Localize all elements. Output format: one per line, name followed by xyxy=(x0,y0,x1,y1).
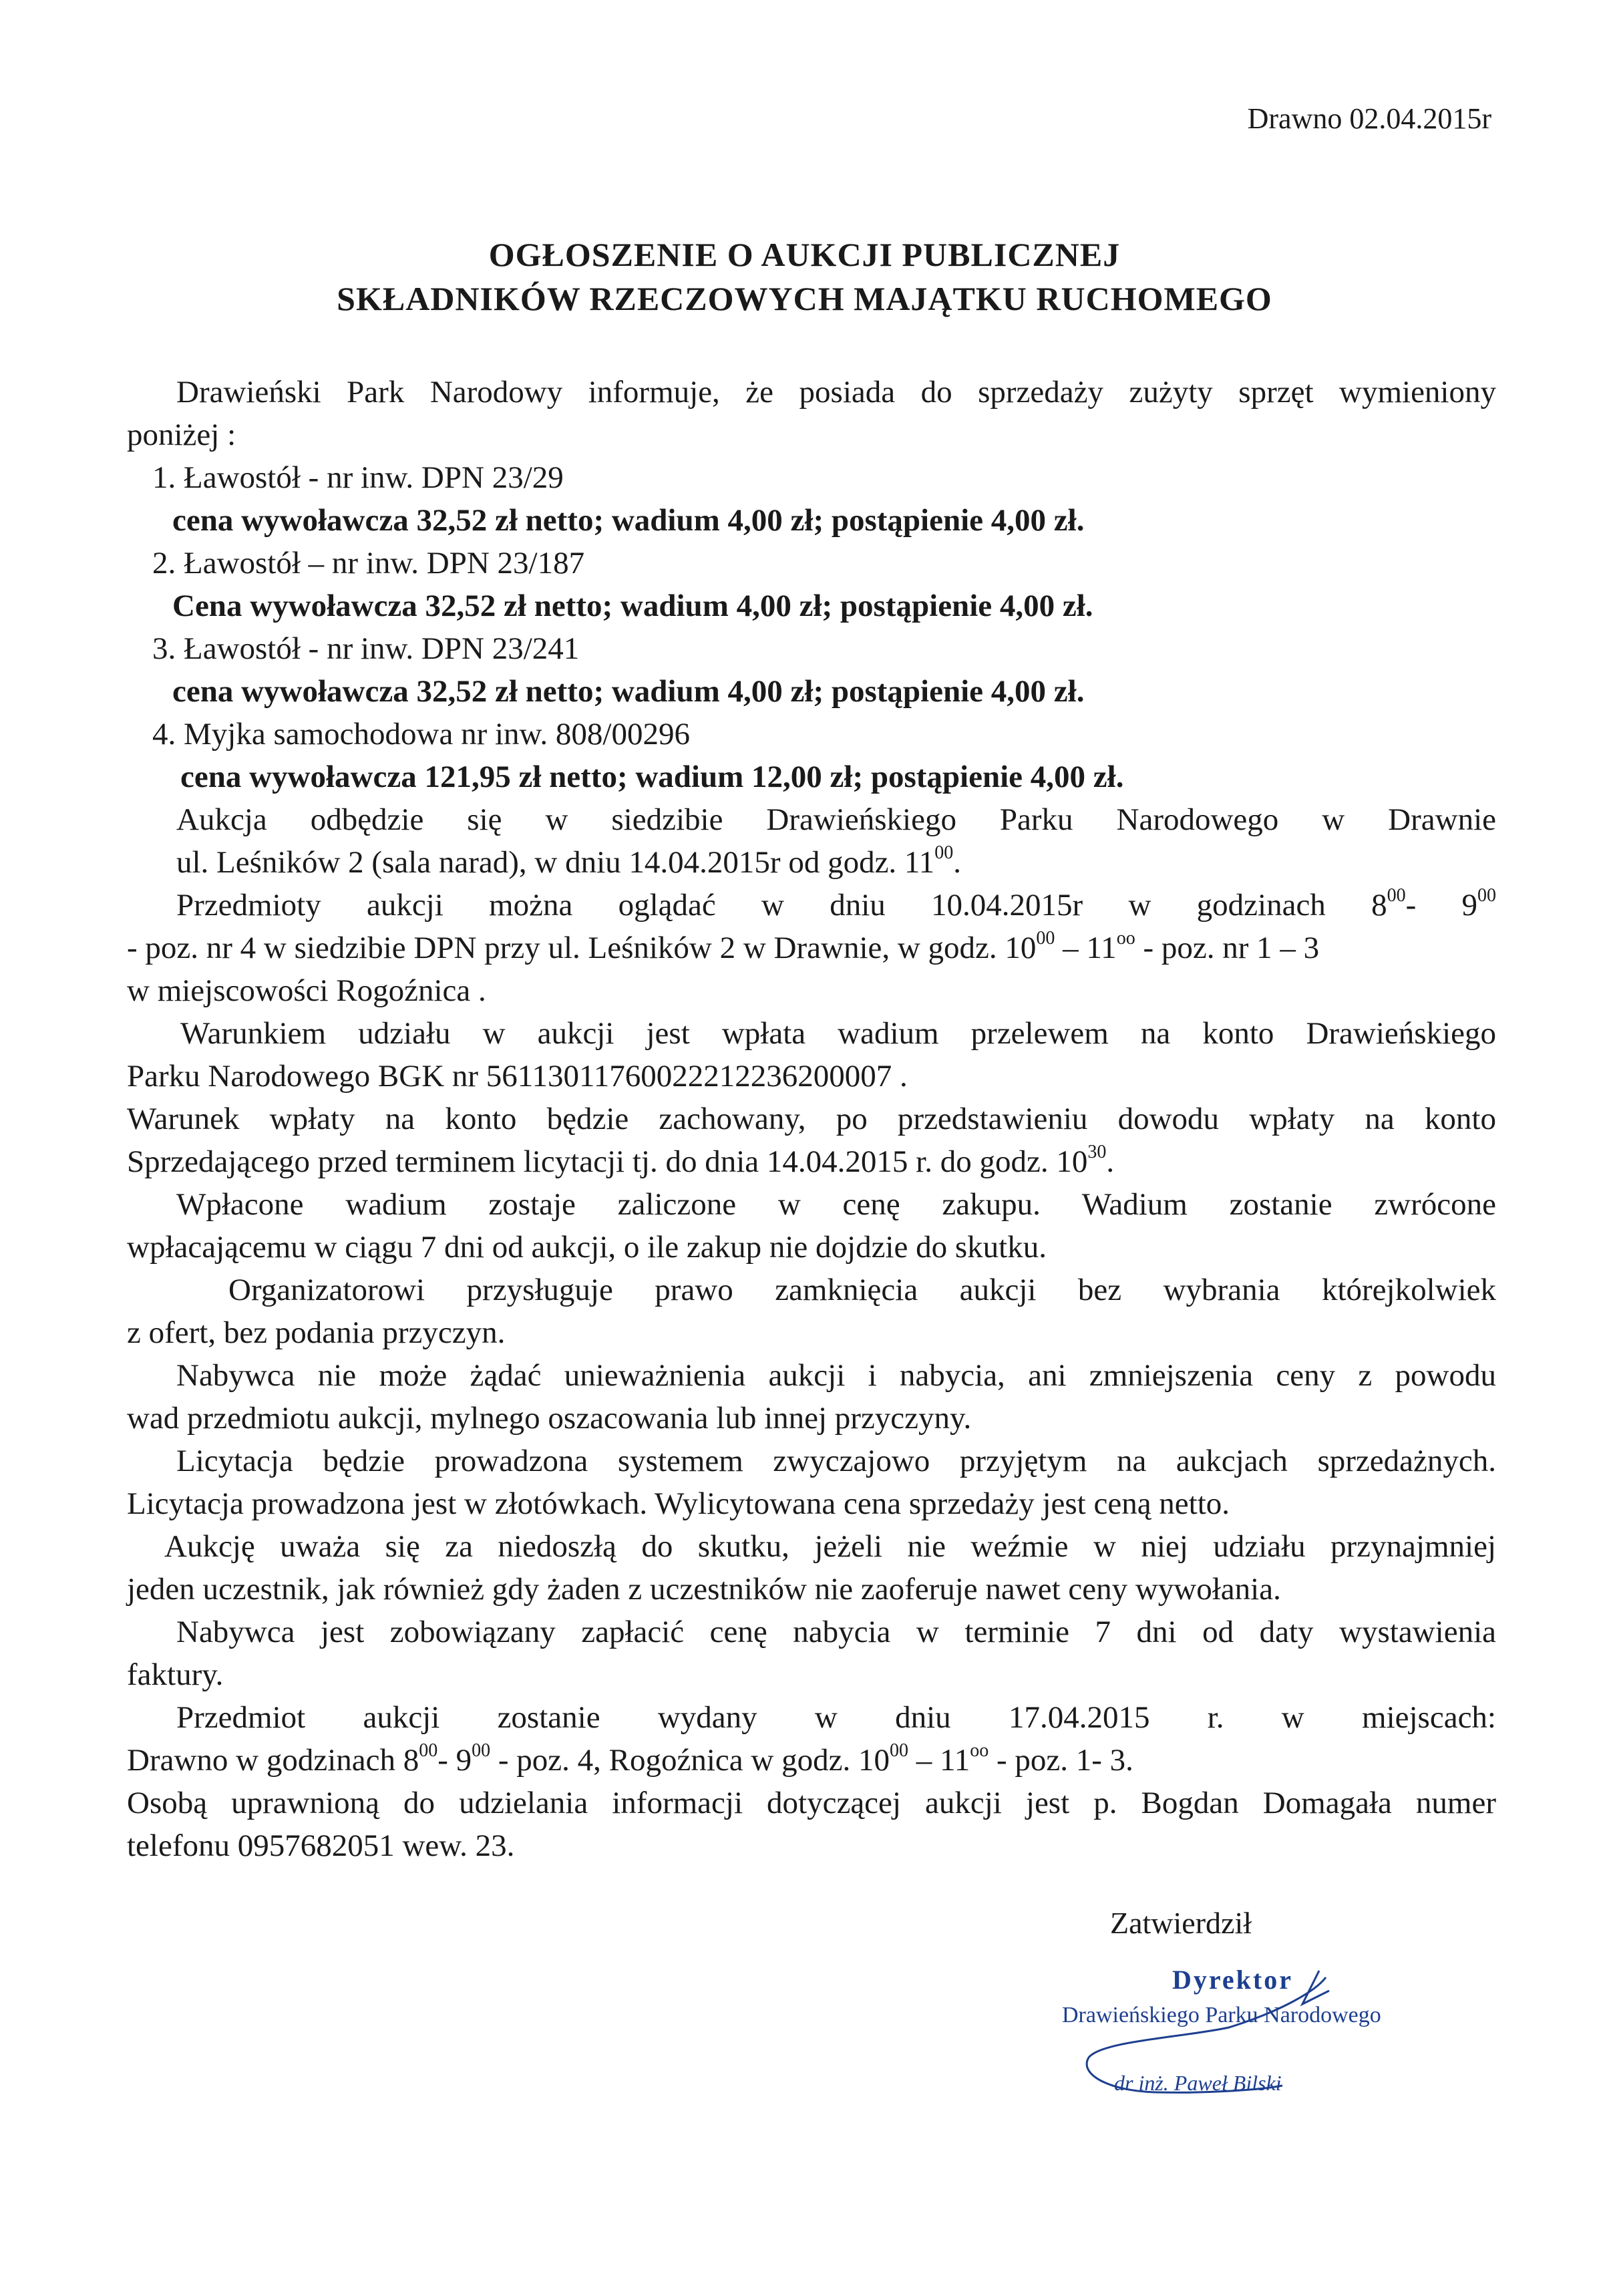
approval-label: Zatwierdził xyxy=(1110,1906,1252,1940)
p9-line-2: jeden uczestnik, jak również gdy żaden z uczestników nie zaoferuje nawet ceny wywołania. xyxy=(127,1572,1281,1607)
p7-line-1: Nabywca nie może żądać unieważnienia aukcji i nabycia, ani zmniejszenia ceny z powodu xyxy=(176,1358,1496,1393)
p7-line-2: wad przedmiotu aukcji, mylnego oszacowania lub innej przyczyny. xyxy=(127,1401,972,1436)
p3-line-1: Warunkiem udziału w aukcji jest wpłata wadium przelewem na konto Drawieńskiego xyxy=(180,1016,1496,1051)
item-3-label: 3. Ławostół - nr inw. DPN 23/241 xyxy=(152,631,580,666)
p2-line-3: w miejscowości Rogoźnica . xyxy=(127,973,486,1008)
p5-line-2: wpłacającemu w ciągu 7 dni od aukcji, o ile zakup nie dojdzie do skutku. xyxy=(127,1230,1047,1265)
place-date: Drawno 02.04.2015r xyxy=(1247,102,1491,135)
item-2-label: 2. Ławostół – nr inw. DPN 23/187 xyxy=(152,546,585,581)
item-3-price: cena wywoławcza 32,52 zł netto; wadium 4,00 zł; postąpienie 4,00 zł. xyxy=(172,674,1085,709)
stamp-title: Dyrektor xyxy=(1172,1965,1293,1995)
intro-line-2: poniżej : xyxy=(127,418,236,452)
item-1-label: 1. Ławostół - nr inw. DPN 23/29 xyxy=(152,460,564,495)
p2-line-1: Przedmioty aukcji można oglądać w dniu 10.04.2015r w godzinach $8^{00}-$ $9^{00}$ xyxy=(176,885,1496,923)
stamp-organization: Drawieńskiego Parku Narodowego xyxy=(1062,2003,1381,2027)
p11-line-2: Drawno w godzinach $8^{00}-$ $9^{00}$ - poz. 4, Rogoźnica w godz. $10^{00} - 11^{oo}$ - poz. 1- 3. xyxy=(127,1740,1133,1778)
intro-line-1: Drawieński Park Narodowy informuje, że posiada do sprzedaży zużyty sprzęt wymieniony xyxy=(176,375,1496,409)
p6-line-2: z ofert, bez podania przyczyn. xyxy=(127,1315,506,1350)
p12-line-1: Osobą uprawnioną do udzielania informacji dotyczącej aukcji jest p. Bogdan Domagała numer xyxy=(127,1786,1496,1820)
p6-line-1: Organizatorowi przysługuje prawo zamknięcia aukcji bez wybrania którejkolwiek xyxy=(228,1273,1496,1307)
p2-line-2: - poz. nr 4 w siedzibie DPN przy ul. Leśników 2 w Drawnie, w godz. $10^{00} - 11^{oo}$ - poz. nr 1 – 3 xyxy=(127,928,1320,965)
p11-line-1: Przedmiot aukcji zostanie wydany w dniu 17.04.2015 r. w miejscach: xyxy=(176,1700,1496,1735)
title-line-2: SKŁADNIKÓW RZECZOWYCH MAJĄTKU RUCHOMEGO xyxy=(337,280,1272,317)
p12-line-2: telefonu 0957682051 wew. 23. xyxy=(127,1828,515,1863)
p1-line-2: ul. Leśników 2 (sala narad), w dniu 14.04.2015r od godz. $11^{00}$. xyxy=(176,842,961,880)
item-4-price: cena wywoławcza 121,95 zł netto; wadium 12,00 zł; postąpienie 4,00 zł. xyxy=(180,760,1124,794)
item-2-price: Cena wywoławcza 32,52 zł netto; wadium 4,00 zł; postąpienie 4,00 zł. xyxy=(172,589,1093,623)
item-4-label: 4. Myjka samochodowa nr inw. 808/00296 xyxy=(152,717,690,752)
p4-line-2: Sprzedającego przed terminem licytacji tj. do dnia 14.04.2015 r. do godz. $10^{30}$. xyxy=(127,1142,1115,1179)
p10-line-2: faktury. xyxy=(127,1657,224,1692)
p1-line-1: Aukcja odbędzie się w siedzibie Drawieńskiego Parku Narodowego w Drawnie xyxy=(176,802,1496,837)
p8-line-2: Licytacja prowadzona jest w złotówkach. Wylicytowana cena sprzedaży jest ceną netto. xyxy=(127,1486,1230,1521)
announcement-body xyxy=(127,0,1496,2296)
p8-line-1: Licytacja będzie prowadzona systemem zwyczajowo przyjętym na aukcjach sprzedażnych. xyxy=(176,1444,1496,1478)
p5-line-1: Wpłacone wadium zostaje zaliczone w cenę zakupu. Wadium zostanie zwrócone xyxy=(176,1187,1496,1222)
p3-line-2: Parku Narodowego BGK nr 56113011760022212236200007 . xyxy=(127,1059,908,1094)
p10-line-1: Nabywca jest zobowiązany zapłacić cenę nabycia w terminie 7 dni od daty wystawienia xyxy=(176,1615,1496,1649)
p9-line-1: Aukcję uważa się za niedoszłą do skutku, jeżeli nie weźmie w niej udziału przynajmniej xyxy=(164,1529,1496,1564)
p4-line-1: Warunek wpłaty na konto będzie zachowany, po przedstawieniu dowodu wpłaty na konto xyxy=(127,1102,1496,1136)
title-line-1: OGŁOSZENIE O AUKCJI PUBLICZNEJ xyxy=(488,236,1121,273)
item-1-price: cena wywoławcza 32,52 zł netto; wadium 4,00 zł; postąpienie 4,00 zł. xyxy=(172,503,1085,538)
stamp-name: dr inż. Paweł Bilski xyxy=(1114,2071,1282,2095)
director-stamp xyxy=(1062,1964,1436,2124)
